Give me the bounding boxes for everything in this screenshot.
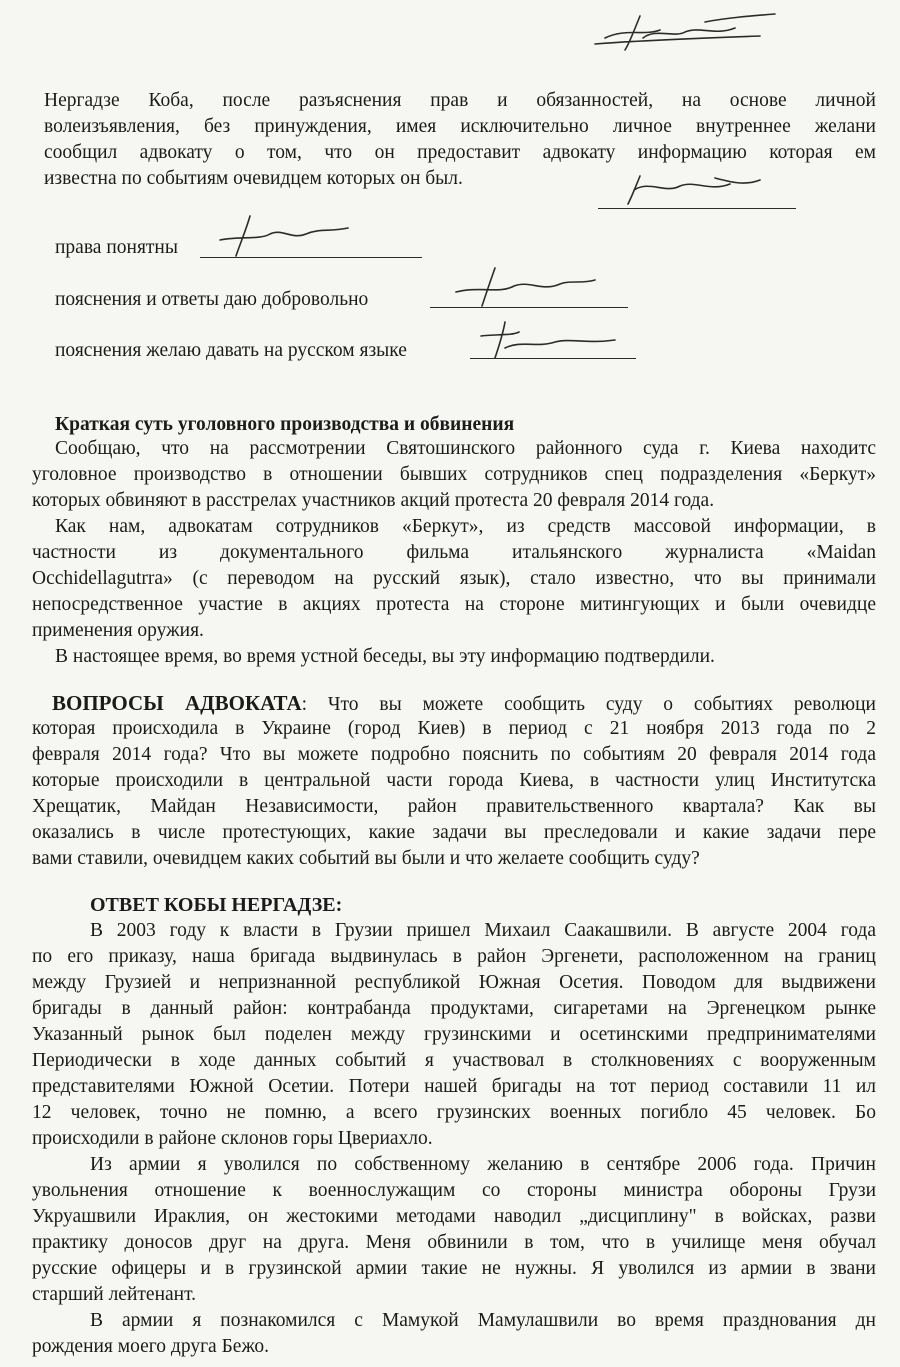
answer-line-3: между Грузией и непризнанной республикой Южная Осетия. Поводом для выдвижени [32, 972, 876, 993]
answer-line-5: Указанный рынок был поделен между грузинскими и осетинскими предпринимателями [32, 1024, 876, 1045]
summary-line-9: В настоящее время, во время устной беседы, вы эту информацию подтвердили. [55, 646, 715, 667]
answer-line-4: бригады в данный район: контрабанда продуктами, сигаретами на Эргенецком рынке [32, 998, 876, 1019]
intro-line-3: сообщил адвокату о том, что он предоставит адвокату информацию которая ем [44, 142, 876, 163]
questions-label: ВОПРОСЫ АДВОКАТА [52, 691, 302, 715]
answer-line-7: представителями Южной Осетии. Потери нашей бригады на тот период составили 11 ил [32, 1076, 876, 1097]
signature-line-voluntary [430, 307, 628, 308]
answer-line-15: старший лейтенант. [32, 1284, 197, 1305]
answer-line-12: Укруашвили Ираклия, он жестокими методами наводил „дисциплину" в войсках, разви [32, 1206, 876, 1227]
signature-line-language [470, 358, 636, 359]
questions-first-text: : Что вы можете сообщить суду о событиях революци [301, 694, 876, 715]
questions-line-2: февраля 2014 года? Что вы можете подробно пояснить по событиям 20 февраля 2014 года [32, 744, 876, 765]
answer-line-13: практику доносов друг на друга. Меня обвинили в том, что в училище меня обучал [32, 1232, 876, 1253]
consent-language: пояснения желаю давать на русском языке [55, 340, 407, 361]
answer-line-1: В 2003 году к власти в Грузии пришел Михаил Саакашвили. В августе 2004 года [90, 920, 876, 941]
questions-line-6: вами ставили, очевидцем каких событий вы были и что желаете сообщить суду? [32, 848, 700, 869]
answer-line-8: 12 человек, точно не помню, а всего грузинских военных погибло 45 человек. Бо [32, 1102, 876, 1123]
answer-line-6: Периодически в ходе данных событий я участвовал в столкновениях с вооруженным [32, 1050, 876, 1071]
questions-first-line [52, 690, 876, 718]
signature-intro [610, 168, 770, 208]
signature-line-rights [200, 257, 422, 258]
questions-line-4: Хрещатик, Майдан Независимости, район правительственного квартала? Как вы [32, 796, 876, 817]
answer-line-2: по его приказу, наша бригада выдвинулась в район Эргенети, расположенном на границ [32, 946, 876, 967]
answer-line-9: происходили в районе склонов горы Цвериахло. [32, 1128, 433, 1149]
questions-line-1: которая происходила в Украине (город Киев) в период с 21 ноября 2013 года по 2 [32, 718, 876, 739]
intro-line-4: известна по событиям очевидцем которых он был. [44, 168, 463, 189]
summary-line-8: применения оружия. [32, 620, 204, 641]
summary-line-3: которых обвиняют в расстрелах участников акций протеста 20 февраля 2014 года. [32, 490, 715, 511]
intro-line-2: волеизъявления, без принуждения, имея исключительно личное внутреннее желани [44, 116, 876, 137]
consent-rights: права понятны [55, 237, 178, 258]
signature-language [475, 318, 625, 362]
summary-line-6: Occhidellagutrra» (с переводом на русский язык), стало известно, что вы принимали [32, 568, 876, 589]
questions-line-3: которые происходили в центральной части города Киева, в частности улиц Институтска [32, 770, 876, 791]
consent-voluntary: пояснения и ответы даю добровольно [55, 289, 369, 310]
signature-top [585, 8, 785, 53]
signature-voluntary [450, 262, 600, 310]
summary-line-4: Как нам, адвокатам сотрудников «Беркут», из средств массовой информации, в [55, 516, 876, 537]
summary-line-7: непосредственное участие в акциях протеста на стороне митингующих и были очевидце [32, 594, 876, 615]
signature-rights [210, 210, 360, 260]
summary-line-5: частности из документального фильма итальянского журналиста «Maidan [32, 542, 876, 563]
answer-line-14: русские офицеры и в грузинской армии такие не нужны. Я уволился из армии в звани [32, 1258, 876, 1279]
answer-line-10: Из армии я уволился по собственному желанию в сентябре 2006 года. Причин [90, 1154, 876, 1175]
summary-heading: Краткая суть уголовного производства и обвинения [55, 414, 515, 435]
answer-heading: ОТВЕТ КОБЫ НЕРГАДЗЕ: [90, 894, 343, 916]
intro-line-1: Нергадзе Коба, после разъяснения прав и обязанностей, на основе личной [44, 90, 876, 111]
answer-line-17: рождения моего друга Бежо. [32, 1336, 270, 1357]
summary-line-1: Сообщаю, что на рассмотрении Святошинского районного суда г. Киева находитс [55, 438, 876, 459]
signature-line-intro [598, 208, 796, 209]
answer-line-16: В армии я познакомился с Мамукой Мамулашвили во время празднования дн [90, 1310, 876, 1331]
questions-line-5: оказались в числе протестующих, какие задачи вы преследовали и какие задачи пере [32, 822, 876, 843]
summary-line-2: уголовное производство в отношении бывших сотрудников спец подразделения «Беркут» [32, 464, 876, 485]
answer-line-11: увольнения отношение к военнослужащим со стороны министра обороны Грузи [32, 1180, 876, 1201]
